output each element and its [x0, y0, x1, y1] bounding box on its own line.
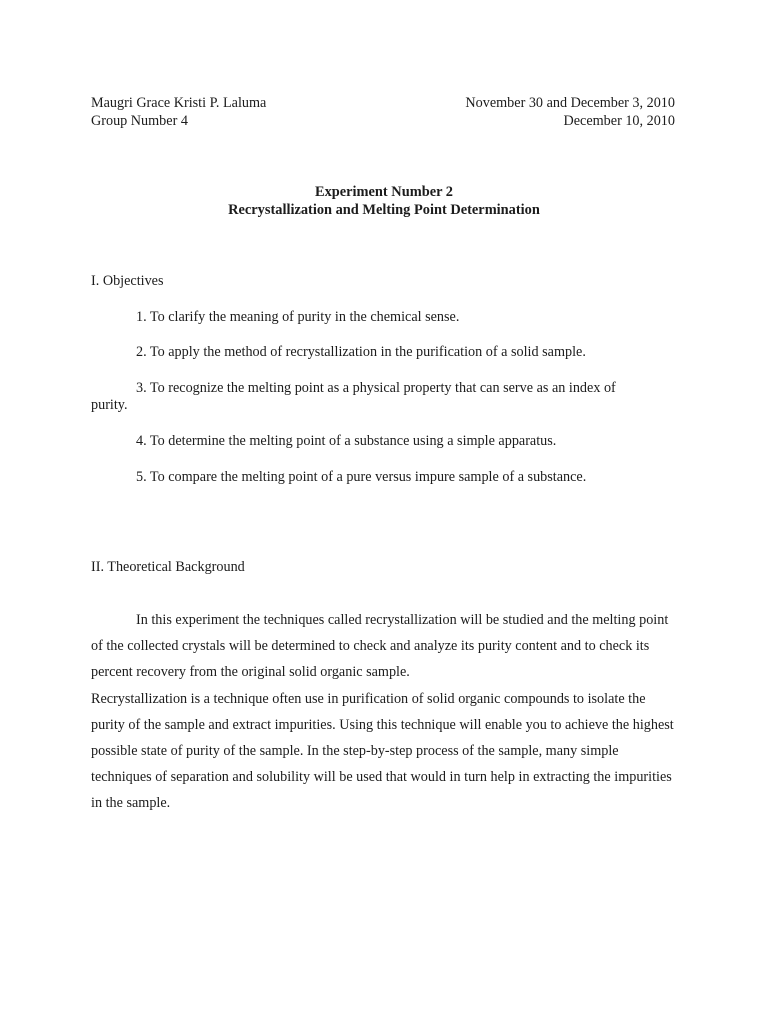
objective-item: 3. To recognize the melting point as a physical property that can serve as an index of purity.: [91, 380, 616, 413]
date-submitted: December 10, 2010: [563, 113, 675, 129]
experiment-title: Recrystallization and Melting Point Determination: [228, 202, 540, 218]
background-heading: II. Theoretical Background: [91, 559, 245, 575]
objectives-heading: I. Objectives: [91, 273, 164, 289]
objective-item: 2. To apply the method of recrystallization in the purification of a solid sample.: [136, 344, 586, 360]
background-paragraph-1: In this experiment the techniques called recrystallization will be studied and the melting point of the collected crystals will be determined to check and analyze its purity content and to check its percent recovery from the original solid organic sample.: [91, 612, 669, 681]
experiment-number: Experiment Number 2: [314, 184, 454, 200]
background-paragraph-2: Recrystallization is a technique often use in purification of solid organic compounds to isolate the purity of the sample and extract impurities. Using this technique will enable you to achieve the highest possible state of purity of the sample. In the step-by-step process of the sample, many simple techniques of separation and solubility will be used that would in turn help in extracting the impurities in the sample.: [91, 690, 674, 812]
objective-item: 5. To compare the melting point of a pure versus impure sample of a substance.: [136, 469, 587, 485]
objective-item: 4. To determine the melting point of a substance using a simple apparatus.: [136, 433, 557, 449]
author-name: Maugri Grace Kristi P. Laluma: [91, 95, 267, 111]
background-text: [91, 607, 681, 817]
date-performed: November 30 and December 3, 2010: [465, 95, 675, 111]
objective-item: 1. To clarify the meaning of purity in the chemical sense.: [136, 309, 460, 325]
group-number: Group Number 4: [91, 113, 188, 129]
